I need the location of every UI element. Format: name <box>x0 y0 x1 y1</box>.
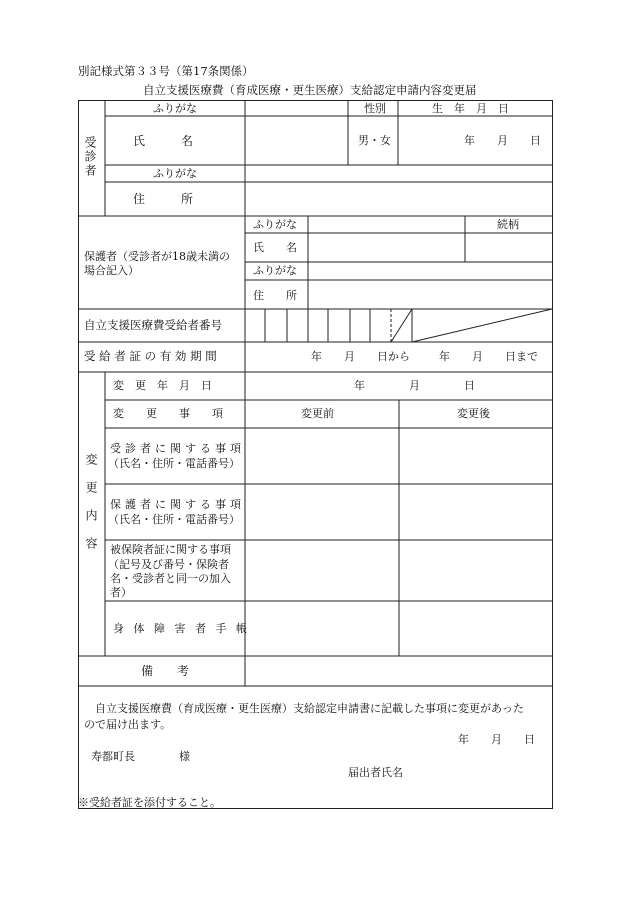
validity-label: 受 給 者 証 の 有 効 期 間 <box>84 349 217 363</box>
change-item-label: 変 更 事 項 <box>113 407 223 420</box>
declaration-date[interactable]: 年 月 日 <box>458 733 535 746</box>
insurance-before-field[interactable] <box>246 541 398 600</box>
guardian-name-field[interactable] <box>309 234 464 261</box>
guardian-before-field[interactable] <box>246 485 398 539</box>
patient-furigana-field[interactable] <box>246 101 347 115</box>
patient-address-label: 住 所 <box>133 192 194 206</box>
applicant-name-field[interactable] <box>420 764 548 780</box>
addressee: 寿都町長 様 <box>91 750 190 763</box>
insurance-after-field[interactable] <box>400 541 551 600</box>
change-date-value[interactable]: 年 月 日 <box>354 379 475 392</box>
patient-address-field[interactable] <box>246 183 551 215</box>
relation-label: 続柄 <box>497 218 519 231</box>
recipient-number-field[interactable] <box>246 310 391 341</box>
gender-label: 性別 <box>364 102 386 115</box>
patient-before-field[interactable] <box>246 429 398 483</box>
guardian-address-field[interactable] <box>309 281 551 308</box>
change-date-label: 変 更 年 月 日 <box>113 379 212 392</box>
declaration-line1: 自立支援医療費（育成医療・更生医療）支給認定申請書に記載した事項に変更があった <box>95 702 524 715</box>
remarks-label: 備 考 <box>141 664 190 678</box>
declaration-line2: ので届け出ます。 <box>84 718 172 731</box>
guardian-furigana-label: ふりがな <box>253 218 297 231</box>
guardian-address-furigana-field[interactable] <box>309 263 551 279</box>
change-row-guardian-line1: 保護者に関する事項 <box>110 498 245 511</box>
applicant-name-label: 届出者氏名 <box>348 766 403 779</box>
guardian-address-label: 住 所 <box>253 289 297 302</box>
remarks-field[interactable] <box>246 657 551 685</box>
form-number: 別記様式第３３号（第17条関係） <box>78 64 254 78</box>
change-section-label: 変更内容 <box>84 453 98 565</box>
change-row-patient-line2: （氏名・住所・電話番号） <box>108 457 240 470</box>
disability-after-field[interactable] <box>400 602 551 655</box>
before-label: 変更前 <box>301 407 334 420</box>
gender-value[interactable]: 男・女 <box>358 134 391 147</box>
patient-after-field[interactable] <box>400 429 551 483</box>
after-label: 変更後 <box>457 407 490 420</box>
change-row-insurance-line2: （記号及び番号・保険者 <box>108 558 229 571</box>
footnote: ※受給者証を添付すること。 <box>78 796 221 809</box>
guardian-furigana2-label: ふりがな <box>253 264 297 277</box>
change-row-guardian-line2: （氏名・住所・電話番号） <box>108 513 240 526</box>
form-title: 自立支援医療費（育成医療・更生医療）支給認定申請内容変更届 <box>143 83 477 97</box>
guardian-name-label: 氏 名 <box>253 241 297 254</box>
patient-name-field[interactable] <box>246 117 347 164</box>
change-row-insurance-line4: 者） <box>110 586 132 599</box>
guardian-label-line2: 場合記入） <box>84 264 139 277</box>
validity-from[interactable]: 年 月 日から <box>311 350 410 363</box>
patient-address-furigana-field[interactable] <box>246 166 551 181</box>
dob-value[interactable]: 年 月 日 <box>464 134 541 147</box>
relation-field[interactable] <box>466 234 551 261</box>
guardian-furigana-field[interactable] <box>309 217 464 232</box>
patient-name-label: 氏 名 <box>133 134 194 148</box>
validity-to[interactable]: 年 月 日まで <box>439 350 538 363</box>
change-row-insurance-line1: 被保険者証に関する事項 <box>110 543 231 556</box>
dob-label: 生 年 月 日 <box>432 102 509 115</box>
disability-before-field[interactable] <box>246 602 398 655</box>
recipient-number-label: 自立支援医療費受給者番号 <box>84 318 222 332</box>
change-row-disability-line1: 身 体 障 害 者 手 帳 <box>113 622 250 635</box>
patient-furigana-label: ふりがな <box>153 102 197 115</box>
patient-furigana2-label: ふりがな <box>153 167 197 180</box>
change-row-patient-line1: 受診者に関する事項 <box>110 442 245 455</box>
patient-section-label: 受診者 <box>83 136 97 178</box>
guardian-label-line1: 保護者（受診者が18歳未満の <box>84 250 230 263</box>
guardian-after-field[interactable] <box>400 485 551 539</box>
change-row-insurance-line3: 名・受診者と同一の加入 <box>110 572 231 585</box>
